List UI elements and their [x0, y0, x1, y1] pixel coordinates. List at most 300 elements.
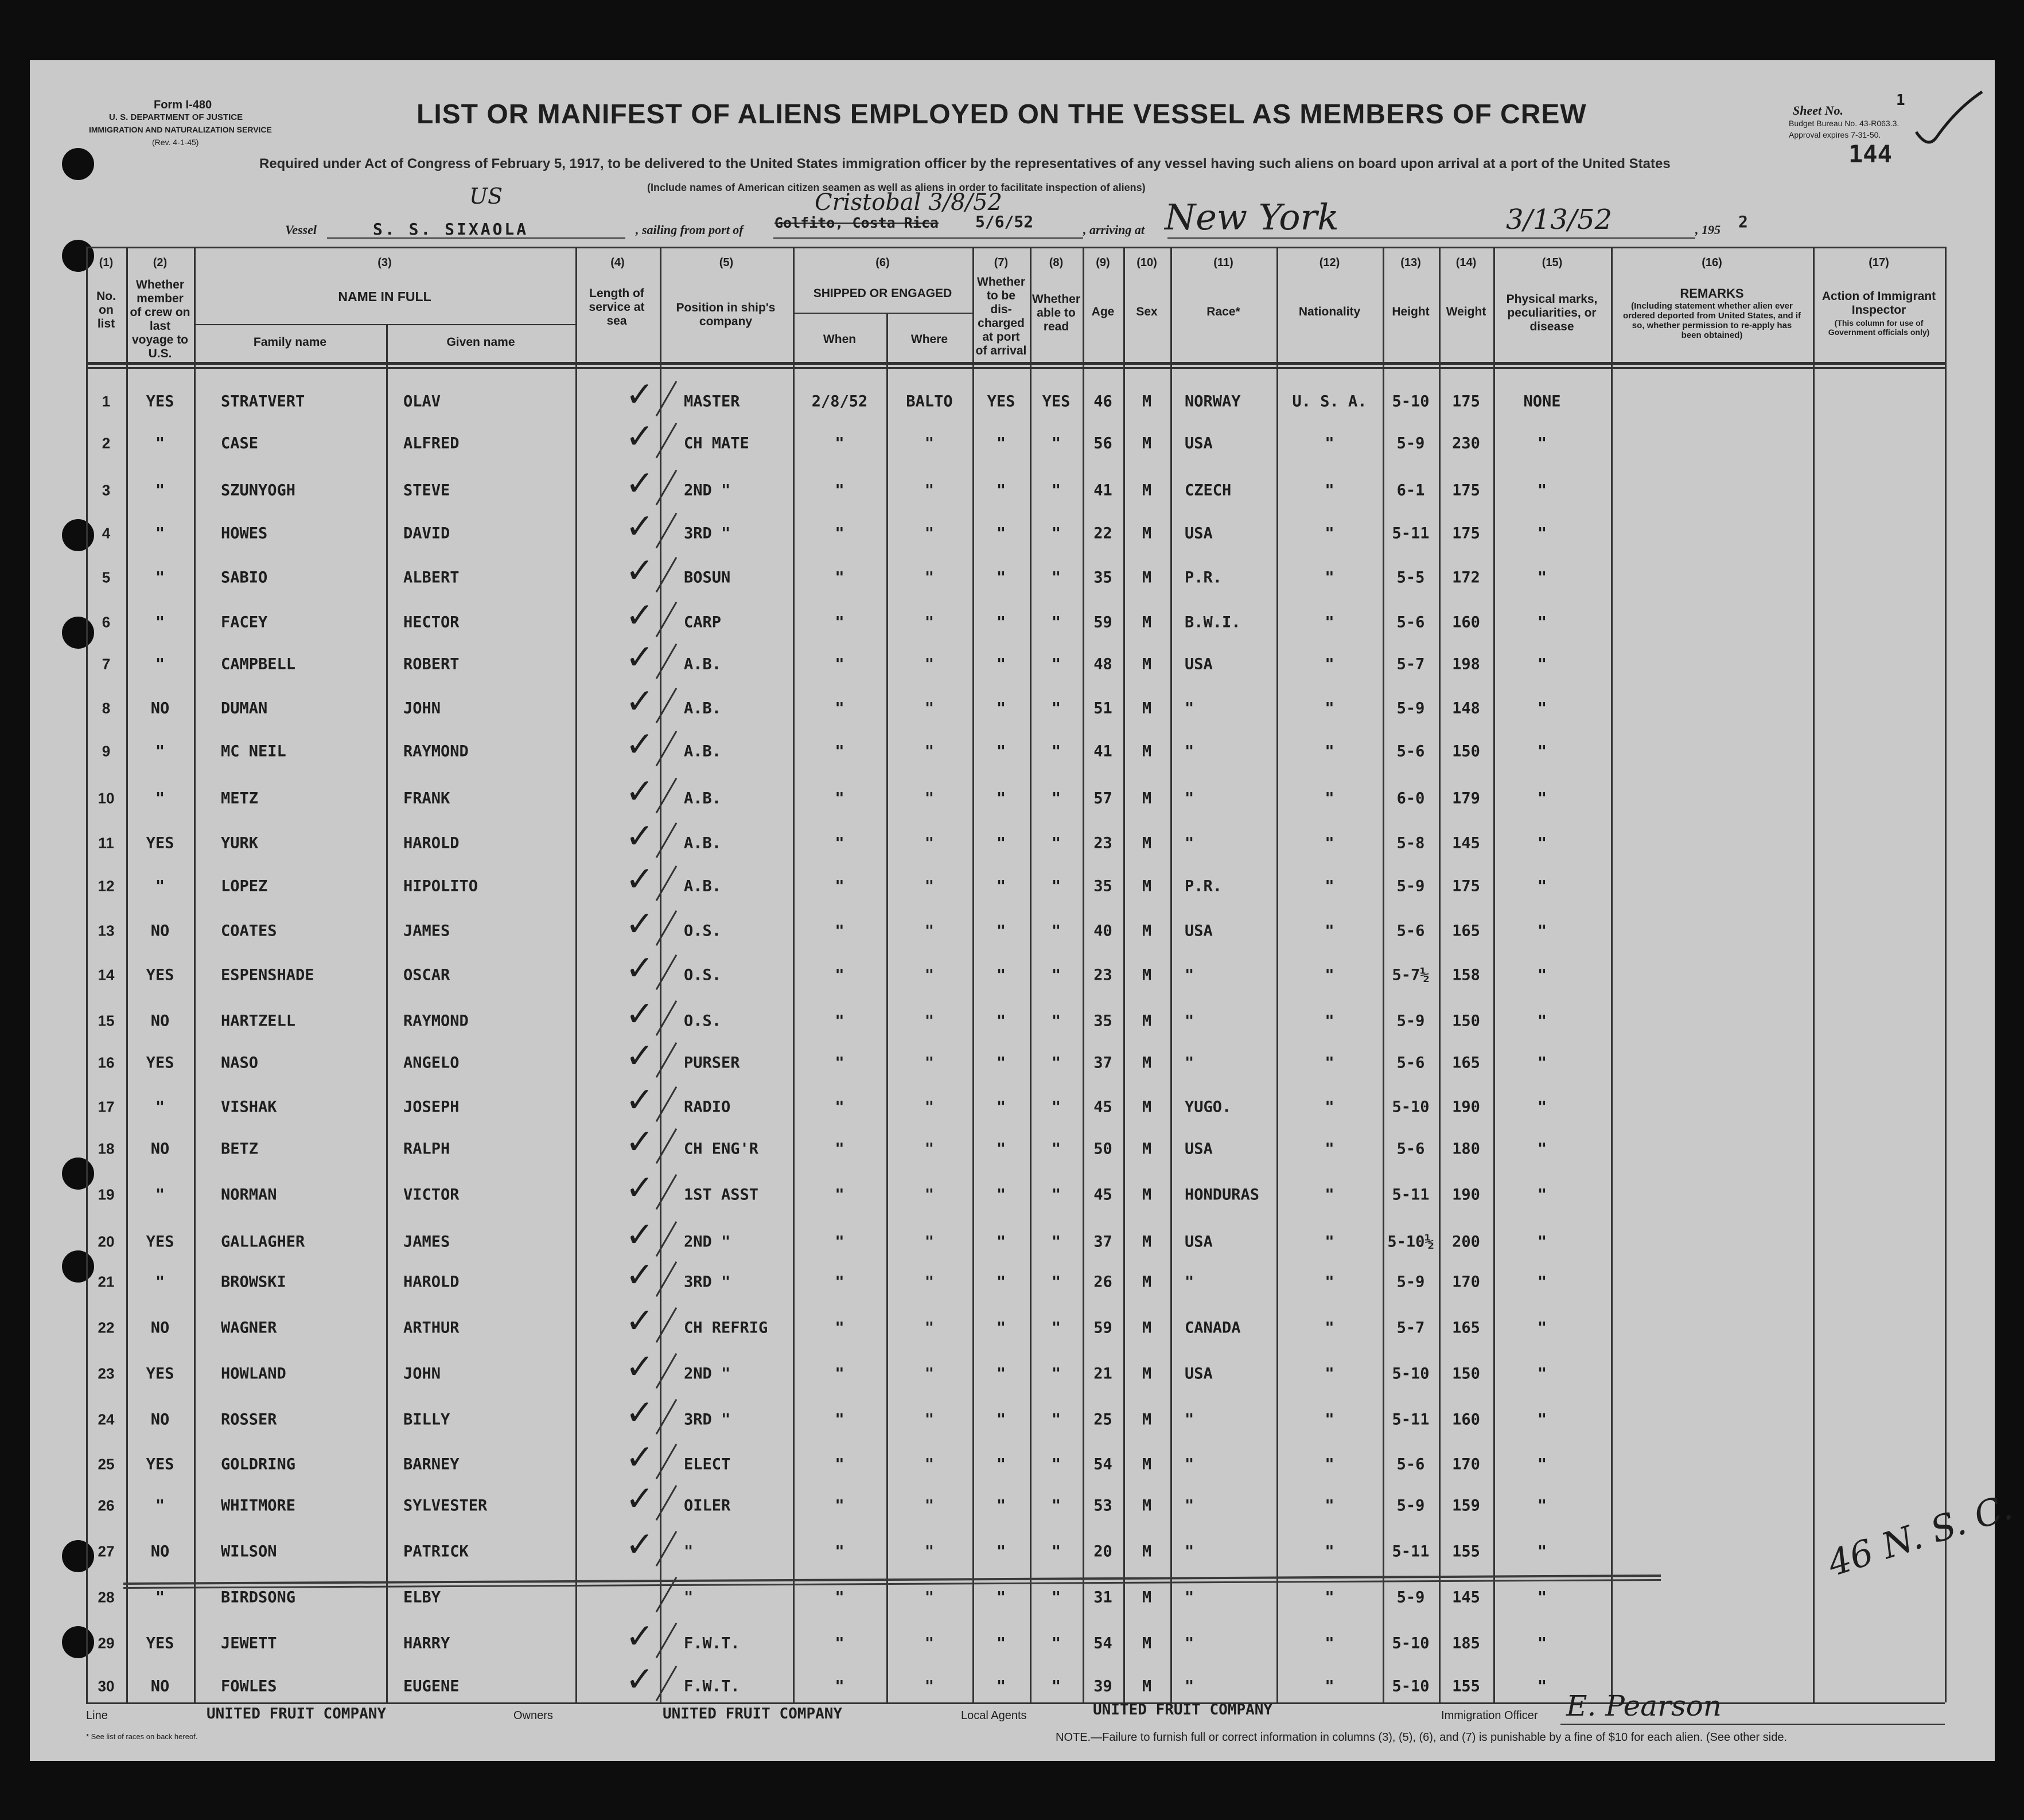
- family-name: BIRDSONG: [221, 1588, 296, 1607]
- position: A.B.: [684, 655, 722, 673]
- age: 54: [1093, 1455, 1112, 1474]
- sex: M: [1142, 834, 1152, 852]
- race: ": [1185, 1455, 1194, 1474]
- check-mark-icon: ✓: [625, 375, 655, 414]
- family-name: BROWSKI: [221, 1273, 286, 1291]
- col-number-17: (17): [1869, 256, 1889, 269]
- family-name: HOWLAND: [221, 1365, 286, 1383]
- weight: 190: [1452, 1186, 1480, 1204]
- weight: 150: [1452, 742, 1480, 761]
- height: 5-9: [1396, 877, 1425, 895]
- physical-marks: ": [1537, 922, 1547, 940]
- family-name: YURK: [221, 834, 259, 852]
- line-value: UNITED FRUIT COMPANY: [207, 1705, 387, 1722]
- last-voyage: ": [155, 1588, 165, 1607]
- height: 5-9: [1396, 1273, 1425, 1291]
- height: 5-7: [1396, 655, 1425, 673]
- given-name: HAROLD: [403, 1273, 460, 1291]
- race: NORWAY: [1185, 392, 1241, 411]
- sex: M: [1142, 1634, 1152, 1653]
- shipped-where: ": [924, 568, 935, 587]
- physical-marks: ": [1537, 742, 1547, 761]
- family-name: CAMPBELL: [221, 655, 296, 673]
- nationality: ": [1325, 1634, 1334, 1653]
- race: P.R.: [1185, 877, 1223, 895]
- race: ": [1185, 1677, 1194, 1696]
- penalty-note: NOTE.—Failure to furnish full or correct information in columns (3), (5), (6), and (7) is punishable by a fine of $10 for each alien. (See other side.: [1056, 1731, 1788, 1744]
- check-mark-icon: ✓: [625, 1256, 655, 1294]
- age: 41: [1093, 742, 1112, 761]
- check-mark-icon: [1910, 80, 1985, 155]
- document-subtitle: Required under Act of Congress of February 5, 1917, to be delivered to the United States immigration officer by the representatives of any vessel having such aliens on board upon arrival at a port of the United States: [259, 156, 1671, 172]
- family-name: JEWETT: [221, 1634, 277, 1653]
- family-name: WAGNER: [221, 1319, 277, 1337]
- given-name: ARTHUR: [403, 1319, 460, 1337]
- revision: (Rev. 4-1-45): [152, 138, 199, 147]
- position: ELECT: [684, 1455, 731, 1474]
- nationality: ": [1325, 1677, 1334, 1696]
- last-voyage: ": [155, 1186, 165, 1204]
- header-able-to-read: Whether able to read: [1032, 293, 1080, 333]
- position: 1ST ASST: [684, 1186, 759, 1204]
- discharged: ": [996, 524, 1006, 543]
- check-mark-icon: ✓: [625, 1525, 655, 1564]
- last-voyage: NO: [150, 1012, 170, 1030]
- shipped-where: ": [924, 742, 935, 761]
- shipped-where: ": [924, 434, 935, 453]
- physical-marks: ": [1537, 1012, 1547, 1030]
- shipped-when: ": [835, 789, 844, 808]
- given-name: HECTOR: [403, 613, 460, 632]
- weight: 155: [1452, 1677, 1480, 1696]
- check-mark-icon: ✓: [625, 1347, 655, 1386]
- weight: 160: [1452, 613, 1480, 632]
- shipped-when: ": [835, 1098, 844, 1116]
- physical-marks: ": [1537, 1233, 1547, 1251]
- physical-marks: NONE: [1523, 392, 1561, 411]
- row-number: 2: [102, 434, 111, 452]
- header-age: Age: [1091, 305, 1115, 318]
- last-voyage: NO: [150, 1410, 170, 1429]
- physical-marks: ": [1537, 1588, 1547, 1607]
- given-name: FRANK: [403, 789, 450, 808]
- physical-marks: ": [1537, 1496, 1547, 1515]
- weight: 165: [1452, 1054, 1480, 1072]
- height: 5-9: [1396, 434, 1425, 453]
- row-number: 18: [98, 1140, 115, 1158]
- family-name: NASO: [221, 1054, 259, 1072]
- shipped-where: ": [924, 524, 935, 543]
- shipped-when: ": [835, 742, 844, 761]
- given-name: PATRICK: [403, 1542, 469, 1561]
- shipped-when: ": [835, 1410, 844, 1429]
- check-mark-icon: ✓: [625, 551, 655, 590]
- physical-marks: ": [1537, 789, 1547, 808]
- col-number-14: (14): [1455, 256, 1477, 269]
- able-to-read: ": [1051, 1542, 1061, 1561]
- nationality: U. S. A.: [1292, 392, 1367, 411]
- physical-marks: ": [1537, 1455, 1547, 1474]
- nationality: ": [1325, 1496, 1334, 1515]
- given-name: ELBY: [403, 1588, 441, 1607]
- position: ": [684, 1588, 694, 1607]
- header-inspector-note: (This column for use of Government officials only): [1828, 318, 1930, 337]
- age: 48: [1093, 655, 1112, 673]
- race: ": [1185, 1054, 1194, 1072]
- discharged: ": [996, 1677, 1006, 1696]
- last-voyage: ": [155, 568, 165, 587]
- weight: 155: [1452, 1542, 1480, 1561]
- nationality: ": [1325, 922, 1334, 940]
- position: F.W.T.: [684, 1677, 740, 1696]
- discharged: ": [996, 1233, 1006, 1251]
- sailing-port: Golfito, Costa Rica: [774, 215, 939, 231]
- discharged: ": [996, 434, 1006, 453]
- height: 6-0: [1396, 789, 1425, 808]
- family-name: VISHAK: [221, 1098, 277, 1116]
- discharged: ": [996, 1319, 1006, 1337]
- punch-hole: [62, 148, 94, 180]
- given-name: EUGENE: [403, 1677, 460, 1696]
- check-mark-icon: ✓: [625, 507, 655, 545]
- shipped-when: ": [835, 434, 844, 453]
- height: 5-6: [1396, 922, 1425, 940]
- shipped-where: ": [924, 1140, 935, 1158]
- age: 37: [1093, 1233, 1112, 1251]
- sex: M: [1142, 1012, 1152, 1030]
- given-name: ANGELO: [403, 1054, 460, 1072]
- height: 5-7½: [1392, 966, 1430, 984]
- age: 21: [1093, 1365, 1112, 1383]
- arriving-port: New York: [1165, 196, 1339, 238]
- nationality: ": [1325, 789, 1334, 808]
- sex: M: [1142, 1410, 1152, 1429]
- row-number: 20: [98, 1233, 115, 1250]
- shipped-where: ": [924, 1634, 935, 1653]
- last-voyage: NO: [150, 1140, 170, 1158]
- family-name: CASE: [221, 434, 259, 453]
- weight: 180: [1452, 1140, 1480, 1158]
- header-family-name: Family name: [253, 336, 327, 349]
- row-number: 27: [98, 1542, 115, 1560]
- physical-marks: ": [1537, 1410, 1547, 1429]
- check-mark-icon: ✓: [625, 817, 655, 855]
- col-number-11: (11): [1213, 256, 1233, 269]
- weight: 198: [1452, 655, 1480, 673]
- col-number-13: (13): [1400, 256, 1421, 269]
- sex: M: [1142, 1054, 1152, 1072]
- row-number: 7: [102, 655, 111, 673]
- shipped-where: ": [924, 1319, 935, 1337]
- shipped-when: ": [835, 1542, 844, 1561]
- sex: M: [1142, 922, 1152, 940]
- arriving-date: 3/13/52: [1506, 204, 1613, 236]
- row-number: 10: [98, 789, 115, 807]
- family-name: ESPENSHADE: [221, 966, 314, 984]
- able-to-read: ": [1051, 1677, 1061, 1696]
- given-name: ALFRED: [403, 434, 460, 453]
- height: 5-5: [1396, 568, 1425, 587]
- weight: 190: [1452, 1098, 1480, 1116]
- col-number-10: (10): [1136, 256, 1157, 269]
- physical-marks: ": [1537, 1054, 1547, 1072]
- physical-marks: ": [1537, 655, 1547, 673]
- family-name: METZ: [221, 789, 259, 808]
- discharged: ": [996, 613, 1006, 632]
- family-name: WHITMORE: [221, 1496, 296, 1515]
- able-to-read: ": [1051, 834, 1061, 852]
- check-mark-icon: ✓: [625, 1215, 655, 1254]
- sex: M: [1142, 966, 1152, 984]
- given-name: JOSEPH: [403, 1098, 460, 1116]
- height: 5-11: [1392, 1542, 1430, 1561]
- weight: 200: [1452, 1233, 1480, 1251]
- height: 5-8: [1396, 834, 1425, 852]
- shipped-where: ": [924, 481, 935, 500]
- position: O.S.: [684, 966, 722, 984]
- last-voyage: YES: [146, 1634, 174, 1653]
- race: USA: [1185, 922, 1213, 940]
- height: 5-6: [1396, 1140, 1425, 1158]
- sex: M: [1142, 1273, 1152, 1291]
- shipped-where: ": [924, 613, 935, 632]
- position: A.B.: [684, 742, 722, 761]
- given-name: HAROLD: [403, 834, 460, 852]
- shipped-where: ": [924, 966, 935, 984]
- physical-marks: ": [1537, 481, 1547, 500]
- able-to-read: ": [1051, 1140, 1061, 1158]
- family-name: FOWLES: [221, 1677, 277, 1696]
- height: 5-9: [1396, 1012, 1425, 1030]
- height: 6-1: [1396, 481, 1425, 500]
- given-name: VICTOR: [403, 1186, 460, 1204]
- height: 5-6: [1396, 1455, 1425, 1474]
- given-name: ALBERT: [403, 568, 460, 587]
- row-number: 26: [98, 1496, 115, 1514]
- age: 35: [1093, 877, 1112, 895]
- col-number-6: (6): [875, 256, 890, 269]
- shipped-when: ": [835, 655, 844, 673]
- discharged: ": [996, 481, 1006, 500]
- able-to-read: ": [1051, 655, 1061, 673]
- physical-marks: ": [1537, 966, 1547, 984]
- last-voyage: YES: [146, 1054, 174, 1072]
- shipped-where: ": [924, 877, 935, 895]
- position: 2ND ": [684, 481, 731, 500]
- shipped-where: ": [924, 1054, 935, 1072]
- year-label: , 195: [1695, 223, 1721, 237]
- weight: 148: [1452, 699, 1480, 718]
- shipped-where: BALTO: [906, 392, 953, 411]
- row-number: 21: [98, 1273, 115, 1291]
- shipped-when: ": [835, 966, 844, 984]
- check-mark-icon: ✓: [625, 1438, 655, 1476]
- race: CANADA: [1185, 1319, 1241, 1337]
- line-label: Line: [86, 1709, 108, 1722]
- header-nationality: Nationality: [1298, 305, 1361, 318]
- position: O.S.: [684, 1012, 722, 1030]
- given-name: HARRY: [403, 1634, 450, 1653]
- age: 53: [1093, 1496, 1112, 1515]
- height: 5-9: [1396, 1496, 1425, 1515]
- row-number: 14: [98, 966, 115, 984]
- weight: 175: [1452, 524, 1480, 543]
- position: A.B.: [684, 789, 722, 808]
- height: 5-10: [1392, 1677, 1430, 1696]
- able-to-read: ": [1051, 742, 1061, 761]
- sex: M: [1142, 1677, 1152, 1696]
- check-mark-icon: ✓: [625, 596, 655, 634]
- row-number: 17: [98, 1098, 115, 1116]
- header-position: Position in ship's company: [676, 301, 776, 328]
- given-name: BARNEY: [403, 1455, 460, 1474]
- given-name: DAVID: [403, 524, 450, 543]
- sex: M: [1142, 1365, 1152, 1383]
- given-name: ROBERT: [403, 655, 460, 673]
- sex: M: [1142, 568, 1152, 587]
- check-mark-icon: ✓: [625, 1123, 655, 1161]
- able-to-read: ": [1051, 481, 1061, 500]
- nationality: ": [1325, 1186, 1334, 1204]
- shipped-when: ": [835, 922, 844, 940]
- col-number-2: (2): [153, 256, 168, 269]
- nationality: ": [1325, 877, 1334, 895]
- shipped-when: ": [835, 877, 844, 895]
- able-to-read: ": [1051, 1455, 1061, 1474]
- age: 31: [1093, 1588, 1112, 1607]
- height: 5-10½: [1387, 1233, 1434, 1251]
- shipped-where: ": [924, 1588, 935, 1607]
- given-name: BILLY: [403, 1410, 450, 1429]
- able-to-read: ": [1051, 1588, 1061, 1607]
- sex: M: [1142, 434, 1152, 453]
- able-to-read: ": [1051, 1098, 1061, 1116]
- position: 3RD ": [684, 1410, 731, 1429]
- header-given-name: Given name: [446, 336, 515, 349]
- last-voyage: ": [155, 481, 165, 500]
- position: 3RD ": [684, 524, 731, 543]
- shipped-when: ": [835, 1634, 844, 1653]
- row-number: 25: [98, 1455, 115, 1473]
- able-to-read: ": [1051, 1365, 1061, 1383]
- agents-label: Local Agents: [961, 1709, 1027, 1722]
- weight: 170: [1452, 1455, 1480, 1474]
- discharged: ": [996, 742, 1006, 761]
- sex: M: [1142, 742, 1152, 761]
- given-name: STEVE: [403, 481, 450, 500]
- physical-marks: ": [1537, 1186, 1547, 1204]
- last-voyage: YES: [146, 834, 174, 852]
- last-voyage: YES: [146, 392, 174, 411]
- shipped-where: ": [924, 834, 935, 852]
- physical-marks: ": [1537, 1634, 1547, 1653]
- shipped-when: ": [835, 1588, 844, 1607]
- header-discharged: Whether to be dis-charged at port of arrival: [975, 275, 1027, 357]
- family-name: MC NEIL: [221, 742, 286, 761]
- arriving-label: , arriving at: [1083, 223, 1145, 237]
- able-to-read: YES: [1042, 392, 1071, 411]
- physical-marks: ": [1537, 613, 1547, 632]
- header-name-in-full: NAME IN FULL: [338, 289, 431, 304]
- sex: M: [1142, 1496, 1152, 1515]
- row-number: 13: [98, 922, 115, 940]
- age: 22: [1093, 524, 1112, 543]
- year-digit: 2: [1738, 212, 1748, 231]
- height: 5-10: [1392, 1365, 1430, 1383]
- family-name: HOWES: [221, 524, 268, 543]
- weight: 170: [1452, 1273, 1480, 1291]
- col-number-3: (3): [377, 256, 392, 269]
- weight: 165: [1452, 1319, 1480, 1337]
- height: 5-6: [1396, 1054, 1425, 1072]
- sex: M: [1142, 1588, 1152, 1607]
- shipped-when: ": [835, 1365, 844, 1383]
- last-voyage: ": [155, 1273, 165, 1291]
- col-number-8: (8): [1049, 256, 1064, 269]
- age: 20: [1093, 1542, 1112, 1561]
- sex: M: [1142, 1319, 1152, 1337]
- check-mark-icon: ✓: [625, 949, 655, 987]
- shipped-when: ": [835, 568, 844, 587]
- age: 39: [1093, 1677, 1112, 1696]
- family-name: SZUNYOGH: [221, 481, 296, 500]
- shipped-where: ": [924, 1677, 935, 1696]
- family-name: DUMAN: [221, 699, 268, 718]
- last-voyage: NO: [150, 922, 170, 940]
- physical-marks: ": [1537, 1273, 1547, 1291]
- document-subtitle-note: (Include names of American citizen seamen as well as aliens in order to facilitate inspection of aliens): [647, 182, 1146, 193]
- position: A.B.: [684, 834, 722, 852]
- height: 5-9: [1396, 699, 1425, 718]
- physical-marks: ": [1537, 434, 1547, 453]
- height: 5-11: [1392, 524, 1430, 543]
- service: IMMIGRATION AND NATURALIZATION SERVICE: [89, 125, 272, 134]
- check-mark-icon: ✓: [625, 1301, 655, 1340]
- shipped-where: ": [924, 699, 935, 718]
- height: 5-6: [1396, 613, 1425, 632]
- shipped-where: ": [924, 922, 935, 940]
- shipped-when: ": [835, 1319, 844, 1337]
- age: 59: [1093, 1319, 1112, 1337]
- discharged: ": [996, 1054, 1006, 1072]
- col-number-1: (1): [99, 256, 114, 269]
- weight: 175: [1452, 392, 1480, 411]
- sex: M: [1142, 481, 1152, 500]
- sailing-date: 5/6/52: [975, 212, 1034, 231]
- shipped-where: ": [924, 1542, 935, 1561]
- position: 2ND ": [684, 1365, 731, 1383]
- nationality: ": [1325, 1233, 1334, 1251]
- shipped-where: ": [924, 1098, 935, 1116]
- able-to-read: ": [1051, 613, 1061, 632]
- row-number: 29: [98, 1634, 115, 1652]
- physical-marks: ": [1537, 1140, 1547, 1158]
- page-number: 144: [1848, 140, 1892, 168]
- position: MASTER: [684, 392, 740, 411]
- col-number-5: (5): [719, 256, 734, 269]
- position: PURSER: [684, 1054, 740, 1072]
- family-name: NORMAN: [221, 1186, 277, 1204]
- age: 56: [1093, 434, 1112, 453]
- last-voyage: NO: [150, 1542, 170, 1561]
- able-to-read: ": [1051, 1233, 1061, 1251]
- age: 26: [1093, 1273, 1112, 1291]
- weight: 172: [1452, 568, 1480, 587]
- race: ": [1185, 742, 1194, 761]
- given-name: RALPH: [403, 1140, 450, 1158]
- row-number: 15: [98, 1012, 115, 1030]
- last-voyage: YES: [146, 1455, 174, 1474]
